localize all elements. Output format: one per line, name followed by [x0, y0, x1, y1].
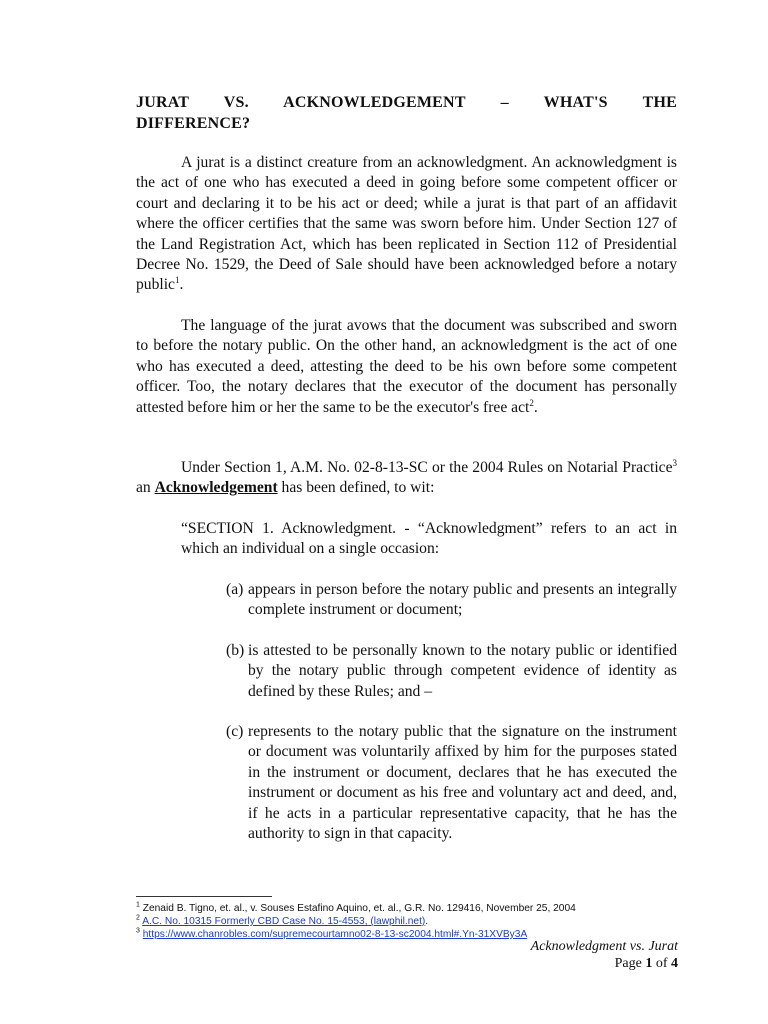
list-item [226, 722, 677, 844]
list-item-text: represents to the notary public that the signature on the instrument or document was voluntarily affixed by him for the purposes stated in the instrument or document, declares that he has executed the instrument or document as his free and voluntary act and deed, and, if he acts in a particular representative capacity, that he has the authority to sign in that capacity. [248, 723, 677, 843]
footnote-ref-2[interactable]: 2 [529, 397, 534, 408]
list-item-text: is attested to be personally known to the notary public or identified by the notary public through competent evidence of identity as defined by these Rules; and – [248, 642, 677, 700]
paragraph-text: The language of the jurat avows that the document was subscribed and sworn to before the notary public. On the other hand, an acknowledgment is the act of one who has executed a deed, attesting the deed to be his own before some competent officer. Too, the notary declares that the executor of the document has personally attested before him or her the same to be the executor's free act [136, 317, 677, 416]
footnote-number: 1 [136, 901, 140, 909]
footnote-link[interactable]: https://www.chanrobles.com/supremecourtamno02-8-13-sc2004.html#.Yn-31XVBy3A [142, 929, 528, 940]
paragraph-jurat-language [136, 316, 677, 418]
defined-term: Acknowledgement [154, 479, 278, 497]
list-item [226, 580, 677, 621]
total-pages: 4 [671, 956, 678, 971]
footer-document-title: Acknowledgment vs. Jurat [530, 939, 678, 954]
page-word: Page [614, 956, 642, 971]
footnote-2 [136, 915, 676, 928]
footnote-separator [136, 896, 272, 897]
paragraph-text: Under Section 1, A.M. No. 02-8-13-SC or the 2004 Rules on Notarial Practice [181, 459, 673, 476]
paragraph-jurat-definition [136, 153, 677, 296]
paragraph-end: . [179, 276, 184, 294]
footnote-number: 2 [136, 914, 140, 922]
paragraph-text: has been defined, to wit: [277, 479, 435, 497]
paragraph-text: A jurat is a distinct creature from an acknowledgment. An acknowledgment is the act of one who has executed a deed in going before some competent officer or court and declaring it to be his act or deed; while a jurat is that part of an affidavit where the officer certifies that the same was sworn before him. Under Section 127 of the Land Registration Act, which has been replicated in Section 112 of Presidential Decree No. 1529, the Deed of Sale should have been acknowledged before a notary public [136, 154, 677, 294]
of-word: of [655, 956, 668, 971]
list-item [226, 641, 677, 702]
footnote-text: Zenaid B. Tigno, et. al., v. Souses Estafino Aquino, et. al., G.R. No. 129416, November 25, 2004 [142, 903, 576, 914]
list-item-text: appears in person before the notary public and presents an integrally complete instrument or document; [248, 581, 677, 619]
title-line-2: DIFFERENCE? [136, 115, 251, 132]
footnote-link[interactable]: A.C. No. 10315 Formerly CBD Case No. 15-4553, (lawphil.net) [142, 916, 426, 927]
footnote-number: 3 [136, 927, 140, 935]
paragraph-end: . [533, 398, 538, 416]
current-page: 1 [645, 956, 653, 971]
document-title [136, 92, 677, 134]
page-number [615, 956, 678, 972]
paragraph-notarial-rules [136, 458, 677, 499]
list-item-label: (b) [226, 642, 245, 659]
footnote-ref-3[interactable]: 3 [672, 457, 677, 468]
paragraph-text: an [136, 479, 155, 497]
footnote-1 [136, 902, 676, 915]
list-item-label: (a) [226, 581, 244, 598]
title-line-1: JURAT VS. ACKNOWLEDGEMENT – WHAT'S THE [136, 94, 677, 111]
quoted-section-intro: “SECTION 1. Acknowledgment. - “Acknowledgment” refers to an act in which an individual on a single occasion: [181, 520, 677, 558]
footnote-trail: . [425, 916, 429, 927]
footnote-ref-1[interactable]: 1 [174, 275, 180, 286]
list-item-label: (c) [226, 723, 244, 740]
